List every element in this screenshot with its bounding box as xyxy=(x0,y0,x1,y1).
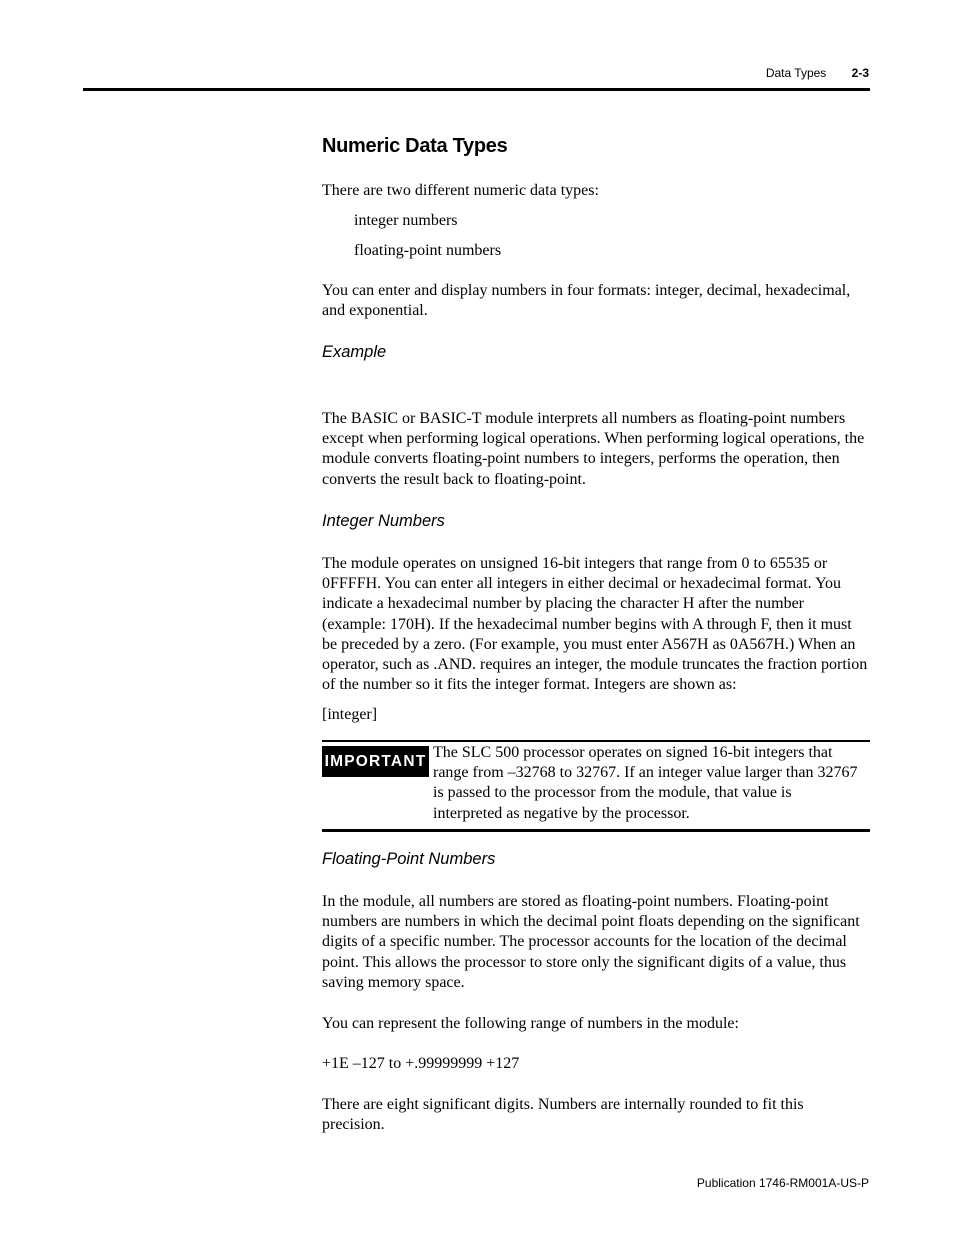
running-header xyxy=(766,66,869,80)
range-value: +1E –127 to +.99999999 +127 xyxy=(322,1055,520,1072)
integer-notation: [integer] xyxy=(322,706,378,723)
publication-footer: Publication 1746-RM001A-US-P xyxy=(696,1176,869,1190)
intro-paragraph: There are two different numeric data types: xyxy=(322,182,599,199)
integer-paragraph: The module operates on unsigned 16-bit integers that range from 0 to 65535 or 0FFFFH. You can enter all integers in either decimal or hexadecimal format. You indicate a hexadecimal number by placing the character H after the number (example: 170H). If the hexadecimal number begins with A through F, then it must be preceded by a zero. (For example, you must enter A567H as 0A567H.) When an operator, such as .AND. requires an integer, the module truncates the fraction portion of the number so it fits the integer format. Integers are shown as: xyxy=(322,555,868,694)
type-item-floating: floating-point numbers xyxy=(354,242,502,259)
example-heading: Example xyxy=(322,343,387,361)
page-number: 2-3 xyxy=(851,66,869,80)
page-title: Numeric Data Types xyxy=(322,135,508,157)
formats-paragraph: You can enter and display numbers in four formats: integer, decimal, hexadecimal, and exponential. xyxy=(322,282,851,320)
precision-paragraph: There are eight significant digits. Numbers are internally rounded to fit this precision. xyxy=(322,1096,804,1134)
important-bottom-rule xyxy=(322,829,870,832)
float-paragraph: In the module, all numbers are stored as floating-point numbers. Floating-point numbers are numbers in which the decimal point floats depending on the significant digits of a specific number. The processor accounts for the location of the decimal point. This allows the processor to store only the significant digits of a value, thus saving memory space. xyxy=(322,893,860,991)
header-section-title: Data Types xyxy=(765,66,827,80)
important-badge: IMPORTANT xyxy=(322,746,429,777)
type-item-integer: integer numbers xyxy=(354,212,458,229)
float-heading: Floating-Point Numbers xyxy=(322,850,496,868)
important-top-rule xyxy=(322,740,870,742)
integer-heading: Integer Numbers xyxy=(322,512,445,530)
basic-paragraph: The BASIC or BASIC-T module interprets all numbers as floating-point numbers except when performing logical operations. When performing logical operations, the module converts floating-point numbers to integers, performs the operation, then converts the result back to floating-point. xyxy=(322,410,865,488)
range-intro: You can represent the following range of numbers in the module: xyxy=(322,1015,739,1032)
important-text: The SLC 500 processor operates on signed 16-bit integers that range from –32768 to 32767. If an integer value larger than 32767 is passed to the processor from the module, that value is interpreted as negative by the processor. xyxy=(433,744,858,822)
header-rule xyxy=(83,88,870,91)
